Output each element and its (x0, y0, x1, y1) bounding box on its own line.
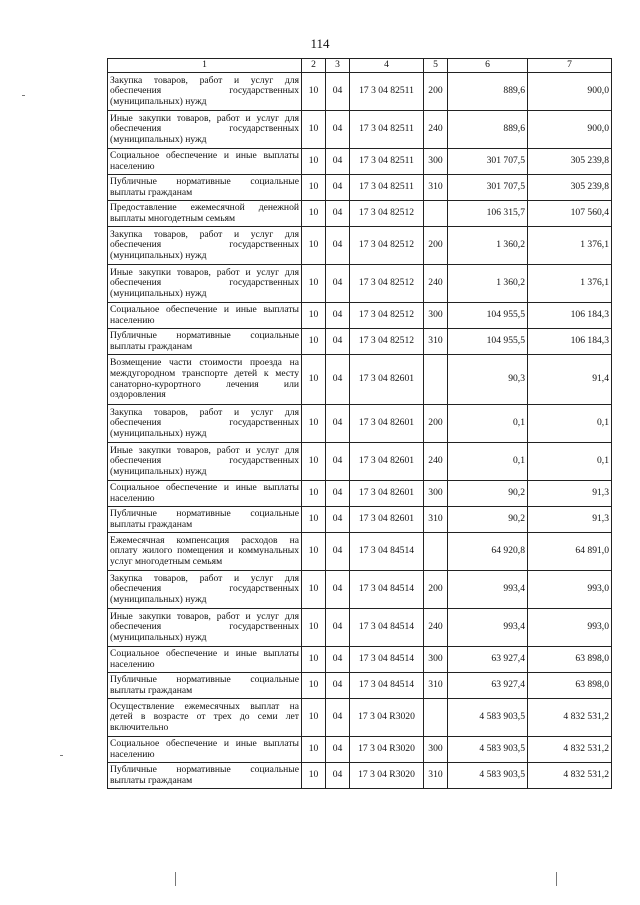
row-value-cell: 63 927,4 (448, 673, 528, 699)
row-value-cell: 4 832 531,2 (528, 699, 612, 737)
row-value-cell: 305 239,8 (528, 149, 612, 175)
row-value-cell: 17 3 04 82512 (350, 265, 424, 303)
row-value-cell: 10 (302, 481, 326, 507)
row-value-cell: 0,1 (448, 443, 528, 481)
row-value-cell: 240 (424, 609, 448, 647)
row-value-cell: 17 3 04 84514 (350, 571, 424, 609)
row-value-cell: 04 (326, 175, 350, 201)
row-name-cell: Закупка товаров, работ и услуг для обеспечения государственных (муниципальных) нужд (108, 73, 302, 111)
row-value-cell: 10 (302, 443, 326, 481)
header-cell: 1 (108, 59, 302, 73)
row-value-cell: 993,4 (448, 609, 528, 647)
row-value-cell: 17 3 04 82601 (350, 405, 424, 443)
row-name-cell: Социальное обеспечение и иные выплаты населению (108, 737, 302, 763)
row-value-cell: 0,1 (448, 405, 528, 443)
header-cell: 4 (350, 59, 424, 73)
row-value-cell: 10 (302, 571, 326, 609)
row-name-cell: Публичные нормативные социальные выплаты гражданам (108, 673, 302, 699)
row-value-cell: 10 (302, 227, 326, 265)
table-row (108, 227, 612, 265)
row-value-cell: 17 3 04 84514 (350, 533, 424, 571)
row-value-cell: 17 3 04 82512 (350, 227, 424, 265)
table-row (108, 201, 612, 227)
row-value-cell: 17 3 04 84514 (350, 673, 424, 699)
row-value-cell: 0,1 (528, 405, 612, 443)
row-value-cell: 4 832 531,2 (528, 763, 612, 789)
row-value-cell: 106 184,3 (528, 303, 612, 329)
row-value-cell: 17 3 04 82601 (350, 507, 424, 533)
row-value-cell: 993,0 (528, 571, 612, 609)
header-cell: 5 (424, 59, 448, 73)
row-value-cell: 10 (302, 673, 326, 699)
row-value-cell: 993,4 (448, 571, 528, 609)
row-value-cell: 301 707,5 (448, 175, 528, 201)
row-name-cell: Ежемесячная компенсация расходов на оплату жилого помещения и коммунальных услуг многодетным семьям (108, 533, 302, 571)
row-value-cell: 04 (326, 355, 350, 405)
row-value-cell: 240 (424, 443, 448, 481)
row-value-cell: 17 3 04 R3020 (350, 699, 424, 737)
row-name-cell: Иные закупки товаров, работ и услуг для обеспечения государственных (муниципальных) нужд (108, 265, 302, 303)
row-value-cell: 17 3 04 82511 (350, 175, 424, 201)
row-name-cell: Публичные нормативные социальные выплаты гражданам (108, 507, 302, 533)
table-row (108, 699, 612, 737)
row-value-cell: 04 (326, 405, 350, 443)
row-value-cell: 305 239,8 (528, 175, 612, 201)
table-row (108, 175, 612, 201)
scan-mark (175, 872, 176, 886)
row-value-cell: 300 (424, 303, 448, 329)
row-value-cell: 4 832 531,2 (528, 737, 612, 763)
header-cell: 7 (528, 59, 612, 73)
row-value-cell: 10 (302, 533, 326, 571)
row-name-cell: Иные закупки товаров, работ и услуг для обеспечения государственных (муниципальных) нужд (108, 609, 302, 647)
row-value-cell (424, 699, 448, 737)
row-value-cell: 310 (424, 763, 448, 789)
row-name-cell: Публичные нормативные социальные выплаты гражданам (108, 763, 302, 789)
row-value-cell: 0,1 (528, 443, 612, 481)
row-value-cell: 10 (302, 303, 326, 329)
row-value-cell: 04 (326, 73, 350, 111)
row-value-cell: 90,3 (448, 355, 528, 405)
row-value-cell: 1 376,1 (528, 227, 612, 265)
table-row (108, 405, 612, 443)
row-value-cell: 90,2 (448, 481, 528, 507)
row-value-cell: 300 (424, 647, 448, 673)
table-row (108, 73, 612, 111)
table-row (108, 533, 612, 571)
scan-mark (22, 95, 25, 96)
row-value-cell: 310 (424, 175, 448, 201)
row-value-cell: 900,0 (528, 111, 612, 149)
row-value-cell: 1 360,2 (448, 227, 528, 265)
row-value-cell: 200 (424, 405, 448, 443)
table-row (108, 111, 612, 149)
table-body (108, 73, 612, 789)
row-value-cell: 17 3 04 82512 (350, 201, 424, 227)
table-row (108, 609, 612, 647)
row-value-cell: 04 (326, 507, 350, 533)
row-value-cell: 10 (302, 329, 326, 355)
table-row (108, 673, 612, 699)
row-name-cell: Иные закупки товаров, работ и услуг для обеспечения государственных (муниципальных) нужд (108, 443, 302, 481)
row-value-cell: 1 376,1 (528, 265, 612, 303)
row-value-cell: 993,0 (528, 609, 612, 647)
budget-table (107, 58, 612, 789)
row-value-cell (424, 533, 448, 571)
row-value-cell: 17 3 04 84514 (350, 609, 424, 647)
header-row (108, 59, 612, 73)
row-value-cell: 17 3 04 82512 (350, 329, 424, 355)
table-row (108, 647, 612, 673)
row-value-cell: 200 (424, 73, 448, 111)
row-value-cell: 10 (302, 609, 326, 647)
row-name-cell: Закупка товаров, работ и услуг для обеспечения государственных (муниципальных) нужд (108, 227, 302, 265)
row-value-cell: 10 (302, 355, 326, 405)
row-value-cell: 04 (326, 303, 350, 329)
row-value-cell: 4 583 903,5 (448, 763, 528, 789)
row-value-cell: 63 898,0 (528, 647, 612, 673)
row-value-cell: 04 (326, 763, 350, 789)
row-value-cell: 10 (302, 647, 326, 673)
header-cell: 2 (302, 59, 326, 73)
table-row (108, 443, 612, 481)
row-value-cell: 04 (326, 699, 350, 737)
row-value-cell: 17 3 04 82511 (350, 149, 424, 175)
row-value-cell: 04 (326, 609, 350, 647)
row-value-cell: 10 (302, 699, 326, 737)
row-value-cell: 91,3 (528, 507, 612, 533)
row-value-cell: 310 (424, 329, 448, 355)
row-value-cell: 04 (326, 201, 350, 227)
row-name-cell: Иные закупки товаров, работ и услуг для обеспечения государственных (муниципальных) нужд (108, 111, 302, 149)
table-row (108, 571, 612, 609)
row-value-cell: 64 891,0 (528, 533, 612, 571)
table-row (108, 149, 612, 175)
row-value-cell: 10 (302, 73, 326, 111)
row-value-cell: 1 360,2 (448, 265, 528, 303)
row-value-cell: 200 (424, 227, 448, 265)
page-number: 114 (310, 36, 330, 51)
row-name-cell: Социальное обеспечение и иные выплаты населению (108, 149, 302, 175)
row-value-cell: 4 583 903,5 (448, 699, 528, 737)
row-value-cell: 310 (424, 507, 448, 533)
row-value-cell: 310 (424, 673, 448, 699)
row-value-cell: 889,6 (448, 73, 528, 111)
header-cell: 6 (448, 59, 528, 73)
row-value-cell: 10 (302, 405, 326, 443)
row-value-cell: 107 560,4 (528, 201, 612, 227)
row-value-cell: 17 3 04 82512 (350, 303, 424, 329)
table-row (108, 737, 612, 763)
row-name-cell: Публичные нормативные социальные выплаты гражданам (108, 175, 302, 201)
row-value-cell: 04 (326, 111, 350, 149)
row-value-cell: 17 3 04 82511 (350, 73, 424, 111)
row-value-cell: 91,3 (528, 481, 612, 507)
row-name-cell: Осуществление ежемесячных выплат на детей в возрасте от трех до семи лет включительно (108, 699, 302, 737)
row-name-cell: Социальное обеспечение и иные выплаты населению (108, 647, 302, 673)
row-value-cell: 106 184,3 (528, 329, 612, 355)
header-cell: 3 (326, 59, 350, 73)
row-value-cell: 300 (424, 149, 448, 175)
row-value-cell: 300 (424, 737, 448, 763)
row-value-cell: 17 3 04 82601 (350, 355, 424, 405)
row-value-cell: 104 955,5 (448, 329, 528, 355)
row-value-cell: 10 (302, 111, 326, 149)
row-value-cell: 04 (326, 443, 350, 481)
row-value-cell: 240 (424, 265, 448, 303)
row-name-cell: Закупка товаров, работ и услуг для обеспечения государственных (муниципальных) нужд (108, 571, 302, 609)
table-row (108, 329, 612, 355)
row-value-cell: 64 920,8 (448, 533, 528, 571)
row-name-cell: Закупка товаров, работ и услуг для обеспечения государственных (муниципальных) нужд (108, 405, 302, 443)
row-value-cell: 17 3 04 R3020 (350, 737, 424, 763)
row-value-cell: 10 (302, 201, 326, 227)
row-value-cell: 889,6 (448, 111, 528, 149)
row-value-cell: 63 898,0 (528, 673, 612, 699)
row-value-cell: 17 3 04 82511 (350, 111, 424, 149)
row-value-cell: 104 955,5 (448, 303, 528, 329)
row-name-cell: Социальное обеспечение и иные выплаты населению (108, 481, 302, 507)
row-value-cell: 200 (424, 571, 448, 609)
table-row (108, 303, 612, 329)
scan-mark (556, 872, 557, 886)
table-row (108, 265, 612, 303)
row-value-cell: 04 (326, 533, 350, 571)
row-value-cell: 04 (326, 647, 350, 673)
row-value-cell: 17 3 04 82601 (350, 443, 424, 481)
row-value-cell: 10 (302, 149, 326, 175)
row-value-cell: 10 (302, 507, 326, 533)
row-value-cell: 10 (302, 175, 326, 201)
row-value-cell: 10 (302, 763, 326, 789)
table-row (108, 763, 612, 789)
row-value-cell: 04 (326, 481, 350, 507)
row-name-cell: Публичные нормативные социальные выплаты гражданам (108, 329, 302, 355)
row-value-cell: 106 315,7 (448, 201, 528, 227)
table-row (108, 355, 612, 405)
row-value-cell: 04 (326, 673, 350, 699)
row-value-cell: 04 (326, 265, 350, 303)
row-value-cell: 17 3 04 R3020 (350, 763, 424, 789)
row-value-cell: 90,2 (448, 507, 528, 533)
row-value-cell (424, 355, 448, 405)
row-value-cell: 240 (424, 111, 448, 149)
row-name-cell: Предоставление ежемесячной денежной выплаты многодетным семьям (108, 201, 302, 227)
table-row (108, 481, 612, 507)
table-row (108, 507, 612, 533)
scan-mark (60, 755, 63, 756)
row-value-cell: 04 (326, 737, 350, 763)
row-value-cell: 04 (326, 329, 350, 355)
row-value-cell: 04 (326, 227, 350, 265)
row-value-cell: 04 (326, 149, 350, 175)
row-value-cell: 301 707,5 (448, 149, 528, 175)
row-value-cell: 300 (424, 481, 448, 507)
row-value-cell: 10 (302, 737, 326, 763)
row-value-cell: 17 3 04 82601 (350, 481, 424, 507)
row-value-cell: 91,4 (528, 355, 612, 405)
row-value-cell: 4 583 903,5 (448, 737, 528, 763)
row-name-cell: Возмещение части стоимости проезда на междугородном транспорте детей к месту санаторно-курортного лечения или оздоровления (108, 355, 302, 405)
row-value-cell: 04 (326, 571, 350, 609)
row-value-cell: 17 3 04 84514 (350, 647, 424, 673)
row-value-cell: 10 (302, 265, 326, 303)
row-value-cell (424, 201, 448, 227)
row-name-cell: Социальное обеспечение и иные выплаты населению (108, 303, 302, 329)
row-value-cell: 900,0 (528, 73, 612, 111)
row-value-cell: 63 927,4 (448, 647, 528, 673)
